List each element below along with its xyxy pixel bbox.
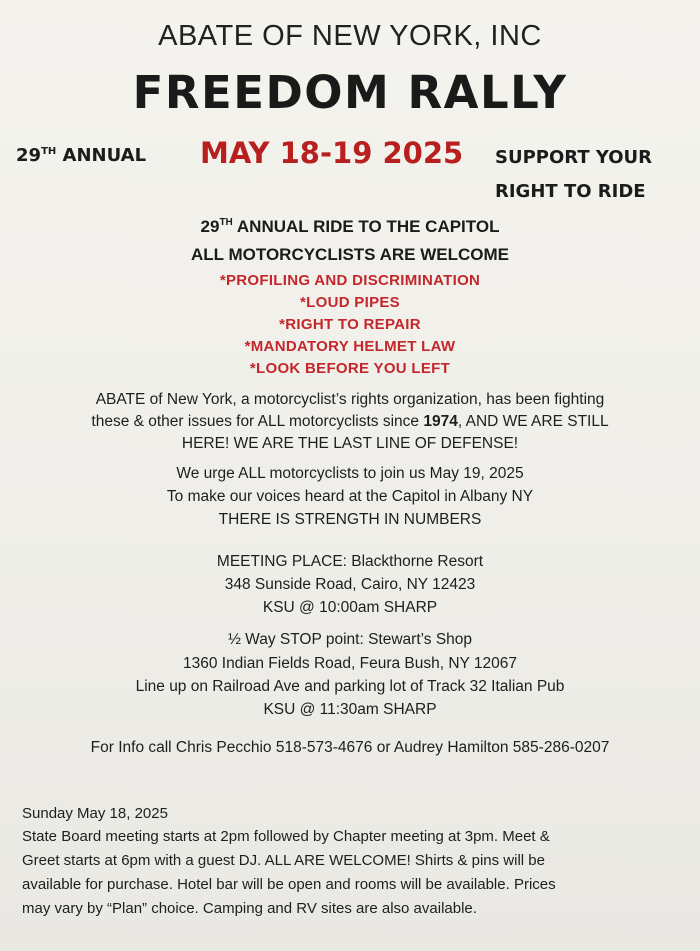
meeting-place: MEETING PLACE: Blackthorne Resort [216,553,484,570]
sunday-line: may vary by “Plan” choice. Camping and RV sites are also available. [22,900,477,917]
issue-item: *LOUD PIPES [300,294,400,311]
founding-year: 1974 [423,413,458,430]
annual-number: 29 [16,145,42,166]
annual-word: ANNUAL [62,145,147,166]
ride-title: ANNUAL RIDE TO THE CAPITOL [236,217,500,236]
support-line-1: SUPPORT YOUR [495,147,653,168]
ride-number: 29 [200,217,220,236]
about-line-3: HERE! WE ARE THE LAST LINE OF DEFENSE! [181,435,519,452]
contact-info: For Info call Chris Pecchio 518-573-4676 or Audrey Hamilton 585-286-0207 [90,739,610,756]
sunday-line: State Board meeting starts at 2pm followed by Chapter meeting at 3pm. Meet & [22,828,550,845]
about-line-2 [0,413,700,431]
issue-item: *MANDATORY HELMET LAW [244,338,456,355]
meeting-address: 348 Sunside Road, Cairo, NY 12423 [224,576,476,593]
ride-line-2: ALL MOTORCYCLISTS ARE WELCOME [191,245,509,264]
issue-item: *RIGHT TO REPAIR [279,316,421,333]
halfway-lineup: Line up on Railroad Ave and parking lot of Track 32 Italian Pub [135,678,565,695]
urge-line-2: To make our voices heard at the Capitol in Albany NY [166,488,534,505]
halfway-ksu: KSU @ 11:30am SHARP [263,701,437,718]
rally-date: MAY 18-19 2025 [200,136,464,170]
support-line-2: RIGHT TO RIDE [495,181,646,202]
sunday-line: available for purchase. Hotel bar will be open and rooms will be available. Prices [22,876,556,893]
about-line-1: ABATE of New York, a motorcyclist’s rights organization, has been fighting [95,391,605,408]
ride-line-1 [0,217,700,237]
meeting-ksu: KSU @ 10:00am SHARP [262,599,438,616]
about-line-2-start: these & other issues for ALL motorcyclists since [91,413,424,430]
issue-item: *PROFILING AND DISCRIMINATION [219,272,481,289]
about-line-2-end: , AND WE ARE STILL [457,413,609,430]
annual-label [16,145,146,166]
ride-suffix: TH [219,217,233,228]
urge-line-3: THERE IS STRENGTH IN NUMBERS [218,511,482,528]
urge-line-1: We urge ALL motorcyclists to join us May 19, 2025 [176,465,524,482]
org-name: ABATE OF NEW YORK, INC [158,20,542,52]
halfway-stop: ½ Way STOP point: Stewart’s Shop [227,631,473,648]
issue-item: *LOOK BEFORE YOU LEFT [249,360,451,377]
annual-suffix: TH [41,146,57,157]
rally-title: FREEDOM RALLY [132,66,568,119]
sunday-heading: Sunday May 18, 2025 [22,805,168,822]
halfway-address: 1360 Indian Fields Road, Feura Bush, NY 12067 [182,655,518,672]
sunday-line: Greet starts at 6pm with a guest DJ. ALL ARE WELCOME! Shirts & pins will be [22,852,545,869]
